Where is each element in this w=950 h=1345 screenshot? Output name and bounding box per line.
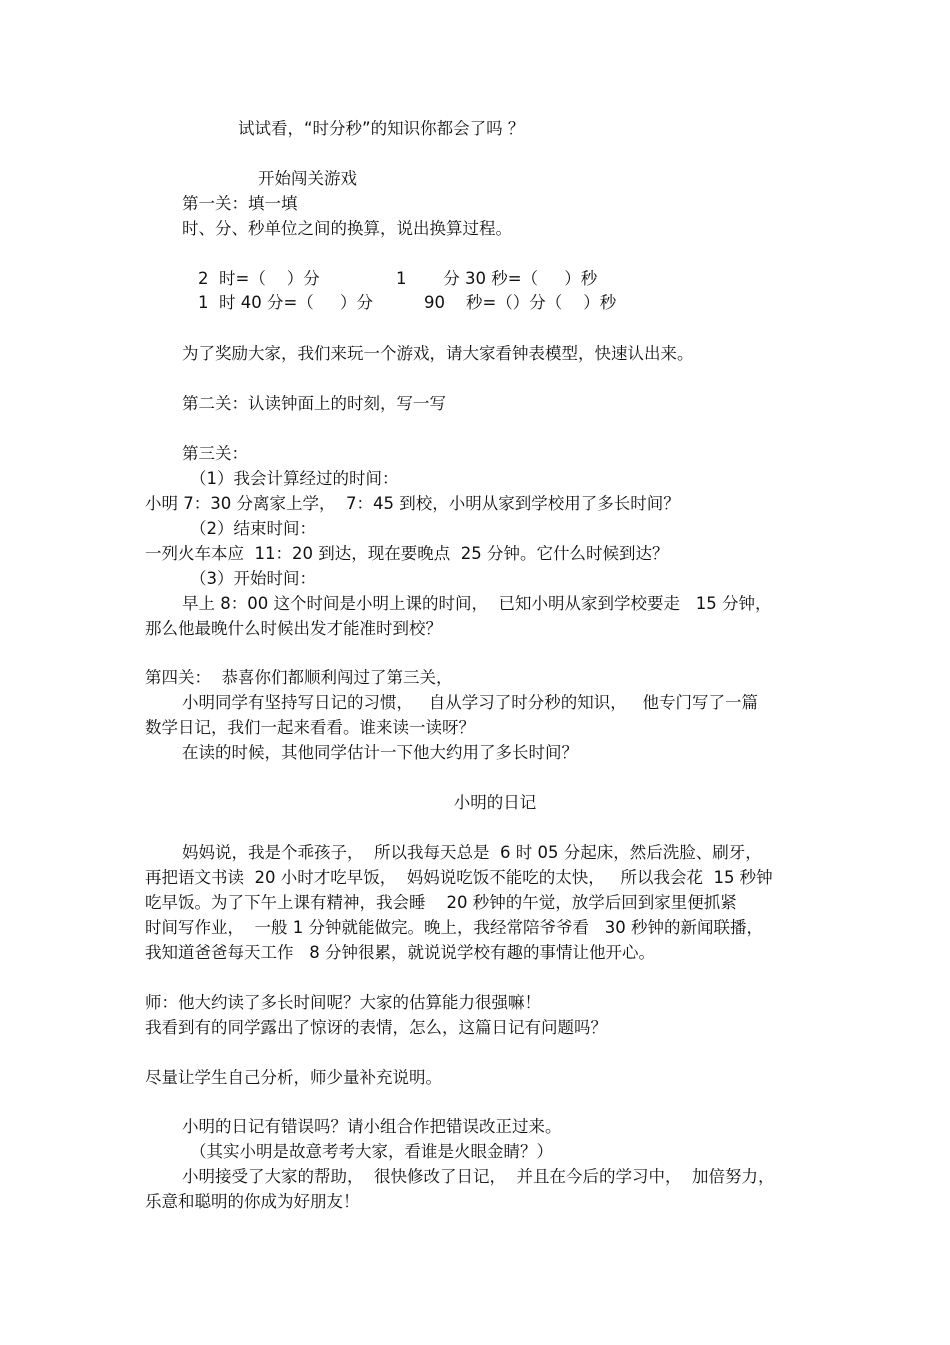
start-heading: 开始闯关游戏 xyxy=(258,169,357,188)
level4-paragraph2: 在读的时候，其他同学估计一下他大约用了多长时间？ xyxy=(182,743,578,762)
level3-q1-text: 小明 7：30 分离家上学， 7：45 到校，小明从家到学校用了多长时间？ xyxy=(145,494,680,513)
level1-intro: 时、分、秒单位之间的换算，说出换算过程。 xyxy=(182,219,512,238)
closing-line4: 乐意和聪明的你成为好朋友！ xyxy=(145,1192,360,1211)
exercise-row2-right: 90 秒=（）分（ ）秒 xyxy=(424,293,617,312)
level4-heading: 第四关： 恭喜你们都顺利闯过了第三关， xyxy=(145,668,453,687)
exercise-row2-left: 1 时 40 分=（ ）分 xyxy=(198,293,374,312)
teacher-line1: 师：他大约读了多长时间呢？大家的估算能力很强嘛！ xyxy=(145,993,541,1012)
level4-paragraph1-line2: 数学日记，我们一起来看看。谁来读一读呀？ xyxy=(145,718,475,737)
level3-heading: 第三关： xyxy=(182,444,248,463)
level3-q3-text-2: 那么他最晚什么时候出发才能准时到校？ xyxy=(145,619,442,638)
level3-q3-text-1: 早上 8：00 这个时间是小明上课的时间， 已知小明从家到学校要走 15 分钟， xyxy=(182,594,772,613)
level4-paragraph1-line1: 小明同学有坚持写日记的习惯， 自从学习了时分秒的知识， 他专门写了一篇 xyxy=(182,693,758,712)
level3-q2-label: （2）结束时间： xyxy=(190,519,316,538)
diary-line3: 吃早饭。为了下午上课有精神，我会睡 20 秒钟的午觉，放学后回到家里便抓紧 xyxy=(145,893,737,912)
teacher-note: 尽量让学生自己分析，师少量补充说明。 xyxy=(145,1068,442,1087)
page-title: 试试看，“时分秒”的知识你都会了吗 ？ xyxy=(238,119,525,138)
diary-line4: 时间写作业， 一般 1 分钟就能做完。晚上，我经常陪爷爷看 30 秒钟的新闻联播， xyxy=(145,918,763,937)
teacher-line2: 我看到有的同学露出了惊讶的表情，怎么，这篇日记有问题吗？ xyxy=(145,1018,607,1037)
diary-line5: 我知道爸爸每天工作 8 分钟很累，就说说学校有趣的事情让他开心。 xyxy=(145,943,655,962)
level2-heading: 第二关：认读钟面上的时刻，写一写 xyxy=(182,394,446,413)
closing-line2: （其实小明是故意考考大家，看谁是火眼金睛？） xyxy=(190,1142,553,1161)
diary-title: 小明的日记 xyxy=(453,793,537,812)
exercise-row1-right: 1 分 30 秒=（ ）秒 xyxy=(396,269,598,288)
level1-heading: 第一关：填一填 xyxy=(182,194,298,213)
level3-q3-label: （3）开始时间： xyxy=(190,569,316,588)
exercise-row1-left: 2 时=（ ）分 xyxy=(198,269,320,288)
closing-line1: 小明的日记有错误吗？请小组合作把错误改正过来。 xyxy=(182,1117,562,1136)
level3-q1-label: （1）我会计算经过的时间： xyxy=(190,469,399,488)
closing-line3: 小明接受了大家的帮助， 很快修改了日记， 并且在今后的学习中， 加倍努力， xyxy=(182,1167,775,1186)
level3-q2-text: 一列火车本应 11：20 到达，现在要晚点 25 分钟。它什么时候到达？ xyxy=(145,544,669,563)
reward-paragraph: 为了奖励大家，我们来玩一个游戏，请大家看钟表模型，快速认出来。 xyxy=(182,344,694,363)
diary-line2: 再把语文书读 20 小时才吃早饭， 妈妈说吃饭不能吃的太快， 所以我会花 15 秒钟 xyxy=(145,868,773,887)
diary-line1: 妈妈说，我是个乖孩子， 所以我每天总是 6 时 05 分起床，然后洗脸、刷牙， xyxy=(182,843,762,862)
